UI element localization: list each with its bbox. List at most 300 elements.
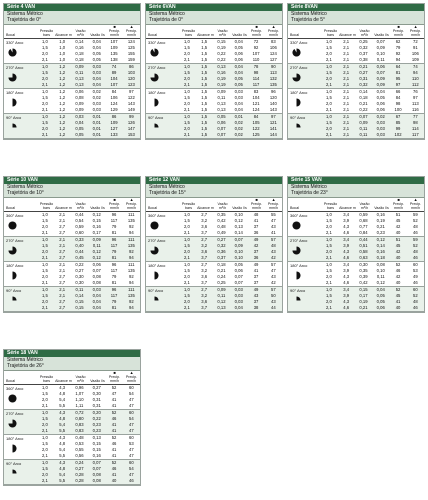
table-cell: 113 [270,70,277,75]
table-cell: 3,4 [343,212,350,217]
spray-pattern-90-icon [292,296,301,305]
table-cell: 3,6 [201,274,208,279]
table-cell: 2,1 [343,57,350,62]
arc-rows [36,287,140,311]
table-cell: 1,5 [41,120,48,125]
table-cell: 41 [111,447,117,452]
table-cell: 3,2 [201,268,208,273]
arc-rows [320,89,424,113]
arc-rows [320,287,424,311]
table-cell: 120 [127,76,135,81]
table-cell: 97 [395,82,401,87]
table-cell: 3,7 [201,255,208,260]
table-cell: 90 [271,64,276,69]
table-cell: 2,1 [325,305,332,310]
table-cell: 2,1 [343,101,350,106]
table-cell: 0,06 [217,120,226,125]
table-cell: 2,1 [343,126,350,131]
table-cell: 0,09 [92,237,101,242]
table-cell: 96 [111,237,117,242]
table-cell: 0,11 [376,57,385,62]
table-cell: 47 [271,218,276,223]
table-cell: 1,5 [183,45,190,50]
table-row [36,403,140,409]
arc-label [4,460,36,484]
column-label: Vazão m³/h [217,29,228,37]
table-cell: 4,3 [59,410,66,415]
table-cell: 97 [271,114,276,119]
table-cell: 109 [110,120,118,125]
table-cell: 2,1 [59,262,66,267]
table-cell: 1,0 [325,212,332,217]
table-cell: 143 [269,107,277,112]
table-cell: 1,5 [183,243,190,248]
table-cell: 1,5 [325,120,332,125]
table-cell: 0,39 [359,274,368,279]
table-cell: 2,0 [183,299,190,304]
table-cell: 38 [253,305,259,310]
table-cell: 2,7 [59,230,66,235]
table-cell: 111 [128,287,135,292]
table-cell: 0,30 [92,391,101,396]
table-cell: 2,1 [41,132,48,137]
table-cell: 124 [127,39,135,44]
nozzle-table [287,3,425,140]
table-cell: 0,96 [75,385,84,390]
precip-symbol: ▲ [413,197,418,202]
spray-pattern-330-icon [8,48,17,57]
table-cell: 1,0 [325,114,332,119]
arc-label [288,237,320,261]
table-cell: 41 [111,403,117,408]
table-cell: 0,04 [234,107,243,112]
table-cell: 0,44 [359,237,368,242]
table-cell: 1,5 [41,95,48,100]
table-cell: 46 [413,305,418,310]
arc-rows [36,114,140,138]
table-cell: 1,5 [41,70,48,75]
table-row [320,57,424,63]
table-title: Série 4 VAN [4,4,140,11]
table-row [36,453,140,459]
table-cell: 0,27 [359,70,368,75]
table-row [36,255,140,261]
spray-pattern-90-icon [150,296,159,305]
table-cell: 0,22 [359,107,368,112]
table-cell: 5,4 [59,422,66,427]
table-cell: 86 [129,64,134,69]
arc-label [288,114,320,138]
table-cell: 0,22 [92,416,101,421]
table-cell: 3,7 [201,230,208,235]
table-cell: 4,3 [59,460,66,465]
table-cell: 135 [127,218,135,223]
table-cell: 1,5 [201,39,208,44]
spray-pattern-180-icon [150,98,159,107]
table-cell: 0,06 [234,268,243,273]
arc-label [4,287,36,311]
table-cell: 103 [127,70,135,75]
column-label: Vazão l/s [90,206,105,210]
table-cell: 0,10 [234,255,243,260]
table-cell: 2,1 [183,305,190,310]
arc-group [288,39,424,64]
table-cell: 1,0 [325,89,332,94]
table-cell: 2,1 [183,107,190,112]
table-cell: 1,5 [201,126,208,131]
table-cell: 1,5 [41,268,48,273]
table-row [320,305,424,311]
table-cell: 0,27 [75,268,84,273]
table-cell: 2,1 [325,280,332,285]
table-cell: 2,0 [41,274,48,279]
table-cell: 5,4 [59,447,66,452]
column-label: Precip. mm/h [392,29,405,37]
nozzle-table [145,3,283,140]
arc-group [146,212,282,237]
table-cell: 2,1 [343,39,350,44]
table-cell: 1,5 [201,107,208,112]
table-cell: 46 [413,230,418,235]
table-cell: 0,30 [75,274,84,279]
table-cell: 2,1 [41,305,48,310]
table-cell: 98 [413,120,418,125]
table-cell: 149 [127,107,135,112]
table-cell: 0,37 [217,255,226,260]
precip-symbol: ■ [113,370,116,375]
table-cell: 1,0 [183,114,190,119]
table-cell: 0,21 [376,224,385,229]
table-cell: 99 [129,114,134,119]
table-cell: 91 [413,45,418,50]
table-cell: 0,09 [75,107,84,112]
table-cell: 54 [129,391,134,396]
arc-label-text: 330° Arco [6,40,24,45]
table-cell: 0,05 [234,82,243,87]
table-cell: 0,05 [234,262,243,267]
table-cell: 37 [253,299,259,304]
table-cell: 111 [128,212,135,217]
arc-rows [178,237,282,261]
arc-label-text: 180° Arco [148,90,166,95]
table-cell: 43 [271,274,276,279]
table-cell: 0,23 [92,428,101,433]
table-cell: 0,83 [75,428,84,433]
arc-label [288,212,320,236]
table-cell: 143 [127,101,135,106]
table-cell: 37 [253,280,259,285]
precip-symbol: ■ [397,24,400,29]
table-cell: 51 [395,237,401,242]
table-cell: 0,21 [359,305,368,310]
arc-rows [178,212,282,236]
table-cell: 60 [413,287,418,292]
column-header [146,202,282,212]
table-cell: 52 [111,435,117,440]
arc-rows [178,114,282,138]
table-cell: 106 [269,45,277,50]
table-cell: 46 [111,441,117,446]
table-cell: 72 [253,39,259,44]
table-cell: 42 [271,255,276,260]
column-label: Alcance m [55,206,72,210]
arc-label [288,39,320,63]
table-cell: 1,5 [201,51,208,56]
table-cell: 1,0 [41,237,48,242]
table-cell: 57 [271,287,276,292]
table-cell: 37 [253,274,259,279]
arc-label-text: 270° Arco [6,65,24,70]
arc-label [288,262,320,286]
table-cell: 117 [412,132,419,137]
arc-label-text: 270° Arco [290,238,308,243]
table-cell: 40 [395,305,401,310]
table-cell: 2,0 [325,224,332,229]
arc-rows [178,39,282,63]
arc-label [146,89,178,113]
table-cell: 0,32 [217,243,226,248]
table-cell: 0,11 [75,287,84,292]
arc-rows [178,287,282,311]
table-cell: 2,0 [183,51,190,56]
table-subtitle [4,11,140,25]
table-cell: 1,2 [59,107,66,112]
table-cell: 2,7 [59,280,66,285]
table-cell: 1,0 [41,64,48,69]
table-cell: 74 [413,64,418,69]
table-cell: 1,2 [59,89,66,94]
column-label: Precip. mm/h [409,29,422,37]
table-cell: 0,11 [376,274,385,279]
table-cell: 0,15 [75,299,84,304]
table-cell: 0,03 [92,287,101,292]
arc-group [288,114,424,139]
table-cell: 4,6 [343,305,350,310]
table-cell: 2,1 [59,287,66,292]
table-cell: 2,1 [41,403,48,408]
table-cell: 4,8 [59,391,66,396]
table-cell: 1,5 [325,218,332,223]
table-cell: 0,07 [217,126,226,131]
arc-label [4,212,36,236]
table-cell: 79 [395,45,401,50]
arc-rows [36,385,140,409]
column-label: Pressão bars [323,202,338,210]
table-cell: 79 [111,274,117,279]
table-cell: 1,5 [183,95,190,100]
system-label: Sistema Métrico [291,184,327,190]
table-cell: 1,0 [325,287,332,292]
table-cell: 92 [253,45,259,50]
table-cell: 0,22 [217,57,226,62]
table-cell: 112 [412,82,419,87]
table-cell: 1,5 [41,416,48,421]
arc-rows [320,237,424,261]
arc-label [288,64,320,88]
table-cell: 0,14 [75,39,84,44]
trajectory-label: Trajetória de 0° [149,16,184,23]
table-cell: 94 [129,230,134,235]
table-cell: 2,7 [59,274,66,279]
table-cell: 85 [395,120,401,125]
table-cell: 147 [127,126,135,131]
arc-rows [36,435,140,459]
table-cell: 0,08 [75,95,84,100]
table-cell: 95 [395,76,401,81]
arc-group [288,212,424,237]
table-cell: 1,5 [325,243,332,248]
table-cell: 48 [413,299,418,304]
arc-label-text: 180° Arco [6,90,24,95]
table-cell: 60 [129,410,134,415]
arc-group [4,262,140,287]
table-cell: 2,1 [343,64,350,69]
table-cell: 81 [111,305,117,310]
arc-group [4,410,140,435]
table-cell: 60 [129,435,134,440]
table-cell: 0,03 [376,126,385,131]
table-cell: 0,02 [234,126,243,131]
table-cell: 0,11 [217,293,226,298]
table-cell: 0,03 [92,64,101,69]
table-cell: 0,11 [217,95,226,100]
table-cell: 0,44 [75,249,84,254]
trajectory-label: Trajetória de 5° [291,16,326,23]
table-cell: 1,07 [75,391,84,396]
table-cell: 1,0 [59,45,66,50]
table-cell: 110 [252,57,260,62]
table-cell: 0,44 [75,212,84,217]
table-cell: 0,16 [92,224,101,229]
table-cell: 1,5 [41,218,48,223]
table-cell: 2,1 [325,82,332,87]
table-cell: 0,19 [217,76,226,81]
arc-group [288,262,424,287]
arc-rows [36,410,140,434]
table-cell: 0,72 [75,410,84,415]
table-cell: 1,0 [41,114,48,119]
precip-symbol: ■ [113,24,116,29]
table-row [178,107,282,113]
table-cell: 43 [271,224,276,229]
table-row [36,478,140,484]
table-cell: 1,0 [183,64,190,69]
table-cell: 1,0 [41,385,48,390]
table-cell: 1,5 [325,293,332,298]
table-cell: 2,1 [325,230,332,235]
table-cell: 0,19 [359,299,368,304]
table-cell: 0,07 [92,460,101,465]
table-cell: 0,24 [75,460,84,465]
table-cell: 0,18 [75,51,84,56]
table-cell: 2,7 [201,287,208,292]
table-cell: 3,2 [201,218,208,223]
spray-pattern-270-icon [8,246,17,255]
table-cell: 52 [111,385,117,390]
table-cell: 4,3 [59,385,66,390]
table-cell: 0,09 [234,243,243,248]
table-cell: 2,1 [59,212,66,217]
table-cell: 0,04 [234,101,243,106]
table-cell: 2,1 [41,230,48,235]
table-cell: 3,9 [343,218,350,223]
table-cell: 97 [129,89,134,94]
table-cell: 0,05 [234,45,243,50]
table-row [178,57,282,63]
table-cell: 0,55 [75,447,84,452]
table-cell: 46 [413,255,418,260]
table-cell: 4,3 [343,299,350,304]
table-cell: 2,1 [183,255,190,260]
table-cell: 2,1 [41,255,48,260]
table-cell: 37 [253,224,259,229]
table-cell: 1,5 [201,64,208,69]
table-cell: 0,13 [92,435,101,440]
column-label: Pressão bars [39,202,54,210]
table-cell: 46 [111,416,117,421]
table-cell: 42 [253,243,259,248]
table-cell: 3,2 [201,243,208,248]
table-cell: 1,2 [59,76,66,81]
table-cell: 2,1 [325,255,332,260]
table-cell: 0,58 [359,249,368,254]
table-cell: 0,06 [376,107,385,112]
table-cell: 2,1 [59,243,66,248]
table-cell: 2,1 [343,114,350,119]
table-cell: 117 [110,243,118,248]
table-cell: 0,04 [75,120,84,125]
table-cell: 0,04 [234,305,243,310]
table-cell: 107 [110,82,118,87]
column-label: Vazão l/s [374,206,389,210]
table-cell: 66 [395,89,401,94]
spray-pattern-90-icon [150,123,159,132]
arc-label [146,39,178,63]
table-cell: 0,06 [234,57,243,62]
table-row [36,230,140,236]
table-cell: 2,0 [41,472,48,477]
table-cell: 2,1 [59,293,66,298]
table-row [178,305,282,311]
table-cell: 1,0 [41,212,48,217]
table-cell: 46 [395,268,401,273]
table-cell: 0,12 [92,249,101,254]
arc-label [146,64,178,88]
table-row [178,132,282,138]
table-cell: 0,19 [217,82,226,87]
table-cell: 0,02 [92,89,101,94]
arc-group [146,114,282,139]
arc-rows [320,64,424,88]
table-cell: 0,14 [75,293,84,298]
table-cell: 0,03 [92,107,101,112]
table-cell: 64 [395,64,401,69]
arc-group [4,287,140,312]
table-row [320,132,424,138]
column-label: Vazão m³/h [217,202,228,210]
table-cell: 1,2 [59,120,66,125]
table-cell: 0,07 [376,39,385,44]
arc-label-text: 360° Arco [148,213,166,218]
table-cell: 2,0 [325,76,332,81]
table-cell: 3,6 [201,249,208,254]
table-cell: 135 [127,268,135,273]
table-cell: 0,15 [75,305,84,310]
table-cell: 78 [253,64,259,69]
table-row [178,280,282,286]
table-cell: 1,0 [41,39,48,44]
table-cell: 1,0 [41,89,48,94]
